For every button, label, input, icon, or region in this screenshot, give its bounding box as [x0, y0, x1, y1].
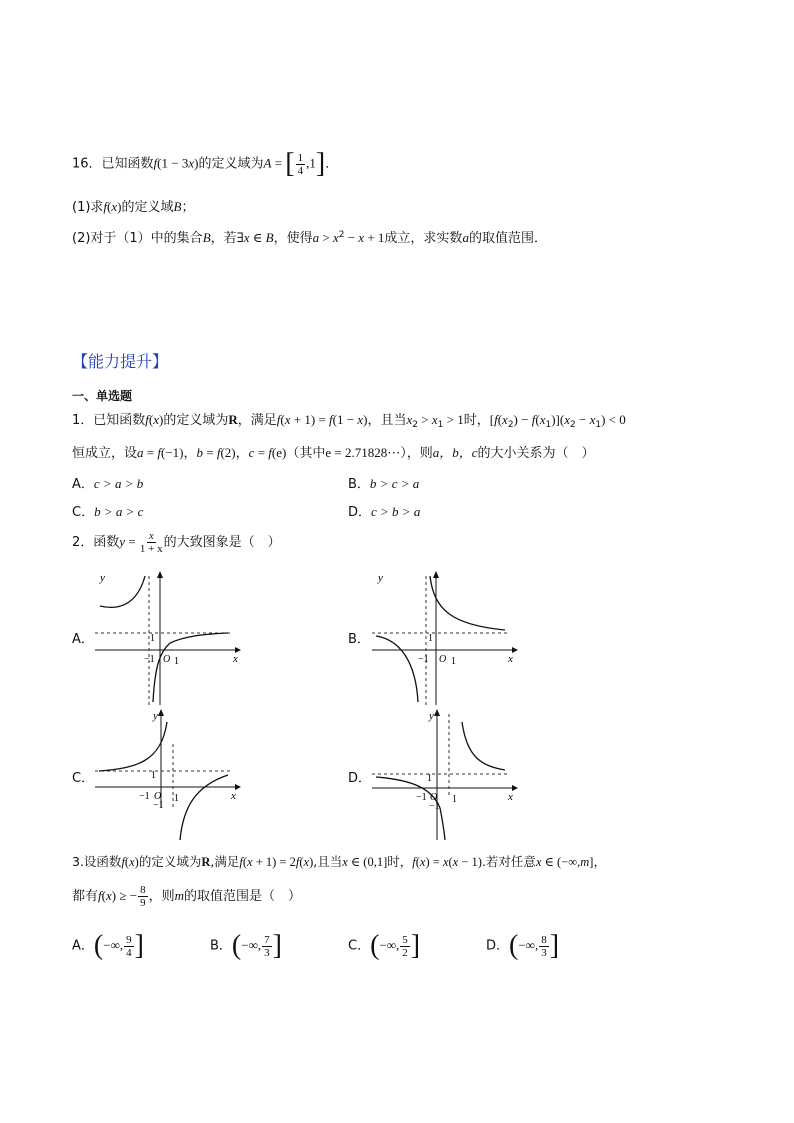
graph-a[interactable] — [95, 570, 245, 705]
q2-text: 的大致图象是（ ） — [163, 535, 281, 550]
formula: ) — [134, 855, 139, 869]
formula: ∃ — [236, 230, 244, 245]
formula: (2) — [220, 445, 236, 460]
q3-text: ， — [593, 854, 606, 869]
curve-left-branch — [99, 722, 167, 771]
q3-option-c[interactable] — [348, 932, 420, 960]
q3-text: 都有 — [72, 889, 99, 904]
fraction: $\frac{7}{3}$ — [264, 933, 270, 959]
formula: m — [174, 888, 184, 903]
q1-option-c[interactable] — [72, 501, 143, 520]
q1-text: 的定义域为 — [163, 413, 229, 428]
q3-text: 的取值范围是（ ） — [183, 889, 301, 904]
formula: f — [329, 412, 333, 427]
q2-option-d-label[interactable]: D． — [348, 771, 372, 786]
formula: x — [243, 230, 250, 245]
y-axis-arrow — [433, 571, 439, 578]
q16-text: ，使得 — [273, 231, 313, 246]
formula: (1 − — [332, 412, 358, 427]
formula: ] — [589, 855, 594, 869]
formula: x — [564, 412, 570, 427]
formula: f — [268, 445, 272, 460]
q16-part1 — [72, 196, 195, 215]
tick-label-one: 1 — [428, 633, 433, 644]
formula: 2 — [412, 420, 418, 430]
q16-text: 的取值范围． — [468, 231, 547, 246]
formula: x — [247, 855, 253, 869]
option-text: c > a > b — [93, 476, 144, 491]
y-label: y — [153, 710, 158, 722]
formula: y — [119, 534, 126, 549]
formula: −∞, — [518, 937, 539, 953]
formula: x — [535, 855, 542, 869]
y-axis-arrow — [157, 571, 163, 578]
curve-left-branch — [376, 636, 418, 702]
q3-option-d[interactable] — [486, 932, 559, 960]
formula: ) — [117, 199, 122, 214]
graph-d[interactable] — [372, 708, 522, 843]
real-set: R — [228, 412, 238, 427]
formula: m — [580, 855, 590, 869]
formula: ( — [299, 855, 304, 869]
q1-text: ，且当 — [367, 413, 407, 428]
formula: ) − — [513, 412, 532, 427]
formula: a — [462, 230, 469, 245]
formula: 2 — [338, 230, 345, 240]
section-title: 【能力提升】 — [72, 352, 169, 371]
option-text: c > b > a — [371, 504, 421, 519]
option-text: b > c > a — [369, 476, 420, 491]
formula: = — [203, 445, 217, 460]
formula: 2 — [507, 420, 514, 430]
tick-label-one: 1 — [451, 656, 456, 667]
bracket: ( — [370, 930, 380, 961]
formula: ∈ (−∞, — [541, 855, 581, 869]
q1-text: ， — [183, 446, 197, 461]
q2-option-c-label[interactable]: C． — [72, 771, 95, 786]
formula: ( — [101, 888, 106, 903]
q3-text: 的定义域为 — [138, 854, 202, 869]
q16-text: ． — [325, 156, 339, 172]
formula: x — [589, 412, 596, 427]
graph-b[interactable] — [372, 570, 522, 705]
formula: f — [153, 155, 158, 171]
formula: f — [145, 412, 149, 427]
formula: f — [157, 445, 161, 460]
q3-text: .若对任意 — [481, 854, 536, 869]
real-set: R — [201, 855, 211, 869]
bracket: ( — [509, 930, 519, 961]
formula: f — [216, 445, 221, 460]
q3-text: ,满足 — [210, 854, 240, 869]
origin-label: O — [430, 792, 438, 803]
q1-text: 的大小关系为（ ） — [477, 446, 595, 461]
formula: a，b，c — [432, 445, 478, 460]
formula: + 1) = — [290, 412, 330, 427]
fraction: $\frac{1}{4}$ — [297, 151, 304, 177]
formula: x — [502, 412, 508, 427]
q2-option-a-label[interactable]: A． — [72, 632, 94, 647]
tick-label-one: 1 — [174, 656, 179, 667]
formula: ( — [415, 855, 420, 869]
q1-text: ， — [235, 446, 249, 461]
bracket: ] — [549, 930, 560, 961]
formula: x — [452, 855, 459, 869]
formula: f — [98, 888, 102, 903]
formula: ) ≥ − — [111, 888, 138, 903]
fraction: $\frac{x}{1 + x}$ — [139, 530, 163, 555]
x-label: x — [231, 790, 236, 802]
fraction: $\frac{8}{9}$ — [140, 884, 146, 909]
formula: x — [129, 855, 135, 869]
formula: − 1) — [458, 855, 482, 869]
formula: −∞, — [379, 937, 400, 953]
option-label: C． — [72, 505, 95, 520]
formula: x — [111, 199, 118, 214]
formula: x — [105, 888, 112, 903]
q2-stem — [72, 530, 281, 555]
formula: > — [418, 412, 432, 427]
bracket: ] — [315, 148, 326, 179]
origin-label: O — [439, 654, 447, 665]
formula: x — [284, 412, 291, 427]
tick-label-neg-one: −1 — [429, 801, 440, 812]
formula: ( — [124, 855, 130, 869]
q16-text: 16．已知函数 — [72, 156, 154, 172]
q1-line2 — [72, 442, 595, 461]
formula: ) — [194, 155, 199, 171]
formula: b — [196, 445, 203, 460]
option-label: A． — [72, 477, 94, 492]
formula: x — [332, 230, 339, 245]
q3-line2 — [72, 884, 301, 909]
formula: x — [539, 412, 546, 427]
y-axis-arrow — [434, 709, 440, 716]
curve-right-branch — [180, 775, 228, 840]
x-label: x — [508, 791, 513, 803]
formula: + 1 — [364, 230, 385, 245]
formula: x — [406, 412, 413, 427]
q1-option-a[interactable] — [72, 473, 143, 492]
formula: f — [276, 412, 281, 427]
bracket: ] — [272, 930, 282, 961]
bracket: ] — [134, 930, 144, 961]
curve-right-branch — [153, 633, 228, 702]
formula: ) < 0 — [601, 412, 626, 427]
formula: f — [239, 855, 243, 869]
x-label: x — [508, 653, 513, 665]
option-text: b > a > c — [94, 504, 144, 519]
option-label: C． — [348, 938, 371, 954]
formula: x — [358, 230, 365, 245]
q16-text: 的定义域为 — [198, 156, 264, 172]
formula: ( — [448, 855, 453, 869]
y-label: y — [378, 572, 383, 584]
formula: = — [254, 445, 269, 460]
formula: ( — [148, 412, 154, 427]
q2-option-b-label[interactable]: B． — [348, 632, 370, 647]
q3-stem — [72, 852, 606, 870]
formula: x — [357, 412, 364, 427]
formula: ) — [363, 412, 368, 427]
q2-text: 2．函数 — [72, 535, 120, 550]
formula: a — [312, 230, 320, 245]
tick-label-one: 1 — [150, 633, 155, 644]
q16-stem — [72, 150, 338, 178]
formula: ( — [107, 199, 112, 214]
q1-text: 时， — [463, 413, 490, 428]
formula: ∈ — [249, 230, 266, 245]
formula: f — [494, 412, 498, 427]
q16-text: ； — [181, 200, 195, 215]
formula: e = 2.71828⋯ — [325, 445, 401, 460]
x-label: x — [233, 653, 238, 665]
x-axis-arrow — [512, 785, 518, 791]
q3-option-b[interactable] — [210, 932, 282, 960]
tick-label-neg-one: −1 — [418, 654, 429, 665]
formula: x — [188, 155, 195, 171]
formula: 1 — [595, 420, 602, 430]
tick-label-one: 1 — [174, 793, 179, 804]
q3-text: ,且当 — [313, 854, 343, 869]
option-label: D． — [348, 505, 372, 520]
bracket: [ — [285, 148, 295, 179]
tick-label-one: 1 — [151, 770, 156, 781]
q3-option-a[interactable] — [72, 932, 144, 960]
formula: ( — [497, 412, 503, 427]
formula: B — [202, 230, 211, 245]
option-label: B． — [348, 477, 370, 492]
fraction: $\frac{9}{4}$ — [126, 933, 132, 959]
formula: ∈ (0,1] — [347, 855, 388, 869]
formula: − — [344, 230, 359, 245]
q1-option-b[interactable] — [348, 473, 419, 492]
option-label: D． — [486, 938, 510, 954]
formula: f — [295, 855, 300, 869]
tick-label-one: 1 — [427, 773, 432, 784]
formula: (−1) — [160, 445, 184, 460]
option-label: A． — [72, 938, 94, 954]
formula: x — [303, 855, 310, 869]
q3-text: 时， — [387, 854, 413, 869]
formula: A — [263, 155, 272, 171]
formula: c — [248, 445, 255, 460]
x-axis-arrow — [235, 784, 241, 790]
formula: + 1) = 2 — [252, 855, 296, 869]
formula: f — [531, 412, 536, 427]
formula: )]( — [551, 412, 565, 427]
q1-text: （其中 — [286, 446, 326, 461]
tick-label-neg-one: −1 — [144, 654, 155, 665]
formula: ) = — [425, 855, 443, 869]
origin-label: O — [154, 791, 162, 802]
q16-part2 — [72, 227, 547, 246]
formula: ( — [280, 412, 285, 427]
q1-text: ，满足 — [237, 413, 277, 428]
q1-text: 1．已知函数 — [72, 413, 146, 428]
formula: x — [442, 855, 449, 869]
tick-label-neg-one: −1 — [416, 792, 427, 803]
graph-c[interactable] — [95, 708, 245, 843]
formula: −∞, — [103, 937, 124, 953]
option-label: B． — [210, 938, 232, 954]
tick-label-neg-one: −1 — [153, 800, 164, 811]
q1-stem — [72, 409, 626, 430]
formula: 2 — [569, 420, 576, 430]
q16-text: 成立，求实数 — [384, 231, 463, 246]
formula: = — [271, 155, 286, 171]
formula: x — [342, 855, 348, 869]
q3-text: 3.设函数 — [72, 854, 122, 869]
formula: f — [412, 855, 416, 869]
fraction: $\frac{8}{3}$ — [541, 933, 547, 959]
formula: (e) — [271, 445, 287, 460]
formula: (1 − 3 — [157, 155, 189, 171]
formula: −∞, — [241, 937, 262, 953]
formula: ,1 — [306, 155, 316, 171]
formula: x — [153, 412, 160, 427]
curve-right-branch — [462, 722, 505, 770]
q16-text: ，若 — [210, 231, 237, 246]
formula: = — [143, 445, 158, 460]
formula: ) — [309, 855, 314, 869]
origin-label: O — [163, 654, 171, 665]
curve-left-branch — [100, 576, 145, 607]
y-label: y — [100, 572, 105, 584]
section-subtitle: 一、单选题 — [72, 389, 133, 403]
y-axis-arrow — [158, 709, 164, 716]
q16-text: (2)对于（1）中的集合 — [72, 231, 203, 246]
formula: B — [265, 230, 274, 245]
q1-text: ），则 — [400, 446, 433, 461]
tick-label-one: 1 — [452, 794, 457, 805]
formula: x — [431, 412, 438, 427]
formula: − — [575, 412, 590, 427]
curve-right-branch — [430, 576, 505, 630]
x-axis-arrow — [512, 647, 518, 653]
formula: f — [103, 199, 108, 214]
y-label: y — [429, 710, 434, 722]
q16-text: (1)求 — [72, 200, 104, 215]
formula: x — [419, 855, 426, 869]
bracket: ] — [410, 930, 421, 961]
formula: [ — [489, 412, 495, 427]
formula: > — [319, 230, 333, 245]
q16-text: 的定义域 — [121, 200, 174, 215]
formula: f — [121, 855, 125, 869]
formula: 1 — [437, 420, 444, 430]
formula: B — [173, 199, 182, 214]
formula: a — [137, 445, 144, 460]
bracket: ( — [231, 930, 242, 961]
fraction: $\frac{5}{2}$ — [402, 933, 408, 959]
q1-text: 恒成立，设 — [72, 446, 138, 461]
q3-text: ，则 — [148, 889, 175, 904]
formula: 1 — [545, 420, 552, 430]
bracket: ( — [93, 930, 104, 961]
formula: = — [125, 534, 139, 549]
formula: ( — [535, 412, 540, 427]
tick-label-neg-one: −1 — [139, 791, 150, 802]
formula: ) — [159, 412, 164, 427]
formula: ( — [242, 855, 248, 869]
formula: > 1 — [443, 412, 464, 427]
q1-option-d[interactable] — [348, 501, 420, 520]
